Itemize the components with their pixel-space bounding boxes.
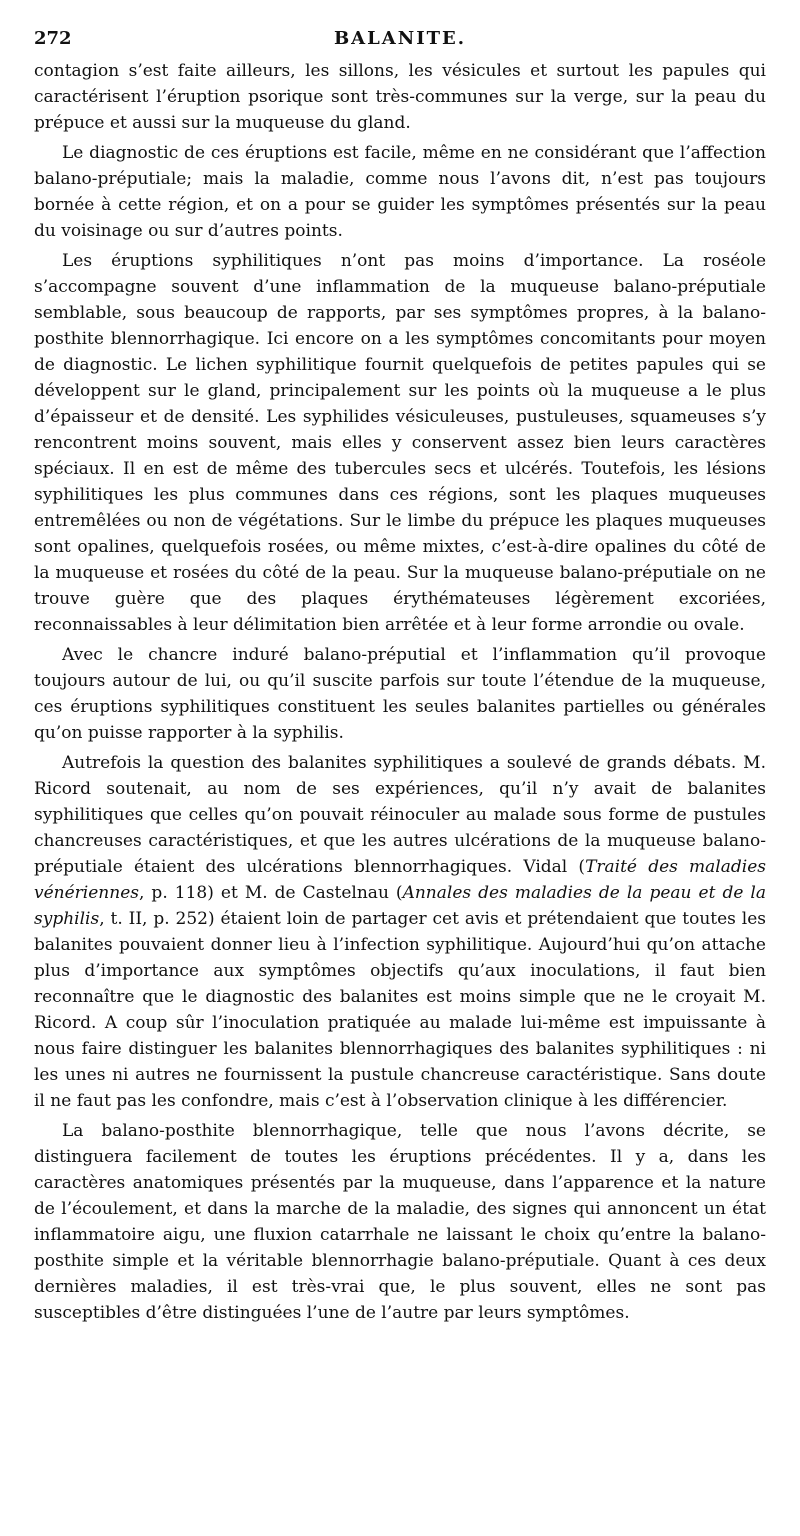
citation-title: Traité des maladies vénériennes [34, 857, 766, 903]
paragraph-text: La balano-posthite blennorrhagique, telle que nous l’avons décrite, se distinguera facilement de toutes les éruptions précédentes. Il y a, dans les caractères anatomiques présentés par la muqueuse, dans l’apparence et la nature de l’écoulement, et dans la marche de la maladie, des signes qui annoncent un état inflammatoire aigu, une fluxion catarrhale ne laissant le choix qu’entre la balano-posthite simple et la véritable blennorrhagie balano-préputiale. Quant à ces deux dernières maladies, il est très-vrai que, le plus souvent, elles ne sont pas susceptibles d’être distinguées l’une de l’autre par leurs symptômes. [34, 1121, 766, 1323]
paragraph [34, 140, 766, 244]
paragraph [34, 248, 766, 638]
paragraph-text: , p. 118) et M. de Castelnau ( [138, 883, 403, 903]
paragraph-text: contagion s’est faite ailleurs, les sillons, les vésicules et surtout les papules qui caractérisent l’éruption psorique sont très-communes sur la verge, sur la peau du prépuce et aussi sur la muqueuse du gland. [34, 61, 766, 133]
paragraph [34, 750, 766, 1114]
running-title: BALANITE. [333, 28, 467, 49]
paragraph [34, 642, 766, 746]
paragraph-text: , t. II, p. 252) étaient loin de partager cet avis et prétendaient que toutes les balanites pouvaient donner lieu à l’infection syphilitique. Aujourd’hui qu’on attache plus d’importance aux symptômes objectifs qu’aux inoculations, il faut bien reconnaître que le diagnostic des balanites est moins simple que ne le croyait M. Ricord. A coup sûr l’inoculation pratiquée au malade lui-même est impuissante à nous faire distinguer les balanites blennorrhagiques des balanites syphilitiques : ni les unes ni autres ne fournissent la pustule chancreuse caractéristique. Sans doute il ne faut pas les confondre, mais c’est à l’observation clinique à les différencier. [34, 909, 766, 1111]
page-number: 272 [34, 28, 72, 49]
book-page [34, 28, 766, 1330]
paragraph-text: Autrefois la question des balanites syphilitiques a soulevé de grands débats. M. Ricord soutenait, au nom de ses expériences, qu’il n’y avait de balanites syphilitiques que celles qu’on pouvait réinoculer au malade sous forme de pustules chancreuses caractéristiques, et que les autres ulcérations de la muqueuse balano-préputiale étaient des ulcérations blennorrhagiques. Vidal ( [34, 753, 766, 877]
paragraph-text: Le diagnostic de ces éruptions est facile, même en ne considérant que l’affection balano-préputiale; mais la maladie, comme nous l’avons dit, n’est pas toujours bornée à cette région, et on a pour se guider les symptômes présentés sur la peau du voisinage ou sur d’autres points. [34, 143, 766, 241]
paragraph [34, 58, 766, 136]
paragraph-text: Avec le chancre induré balano-préputial et l’inflammation qu’il provoque toujours autour de lui, ou qu’il suscite parfois sur toute l’étendue de la muqueuse, ces éruptions syphilitiques constituent les seules balanites partielles ou générales qu’on puisse rapporter à la syphilis. [34, 645, 766, 743]
paragraph-text: Les éruptions syphilitiques n’ont pas moins d’importance. La roséole s’accompagne souvent d’une inflammation de la muqueuse balano-préputiale semblable, sous beaucoup de rapports, par ses symptômes propres, à la balano-posthite blennorrhagique. Ici encore on a les symptômes concomitants pour moyen de diagnostic. Le lichen syphilitique fournit quelquefois de petites papules qui se développent sur le gland, principalement sur les points où la muqueuse a le plus d’épaisseur et de densité. Les syphilides vésiculeuses, pustuleuses, squameuses s’y rencontrent moins souvent, mais elles y conservent assez bien leurs caractères spéciaux. Il en est de même des tubercules secs et ulcérés. Toutefois, les lésions syphilitiques les plus communes dans ces régions, sont les plaques muqueuses entremêlées ou non de végétations. Sur le limbe du prépuce les plaques muqueuses sont opalines, quelquefois rosées, ou même mixtes, c’est-à-dire opalines du côté de la muqueuse et rosées du côté de la peau. Sur la muqueuse balano-préputiale on ne trouve guère que des plaques érythémateuses légèrement excoriées, reconnaissables à leur délimitation bien arrêtée et à leur forme arrondie ou ovale. [34, 251, 766, 635]
paragraph [34, 1118, 766, 1326]
citation-title: Annales des maladies de la peau et de la syphilis [34, 883, 767, 929]
running-head [34, 28, 766, 54]
